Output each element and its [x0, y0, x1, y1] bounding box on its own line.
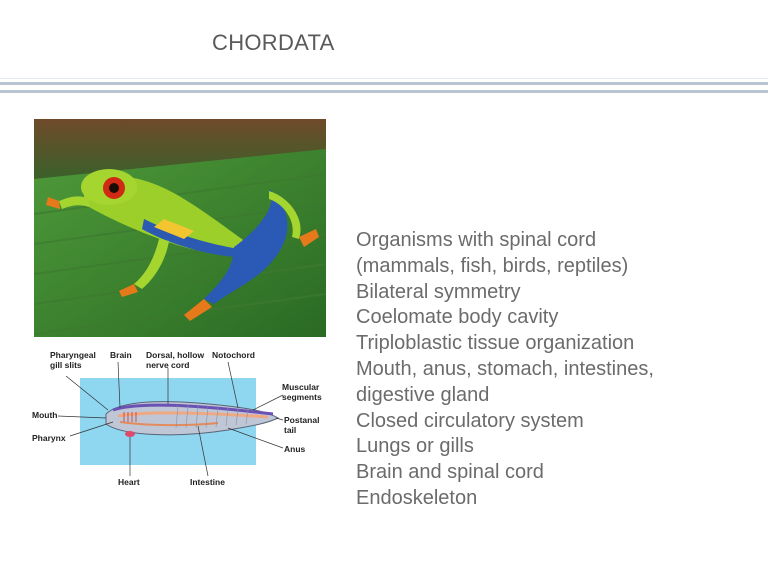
label-brain: Brain — [110, 350, 132, 360]
label-pharyngeal: Pharyngeal — [50, 350, 96, 360]
label-mouth: Mouth — [32, 410, 58, 420]
characteristics-list — [356, 228, 756, 512]
heart-mark — [125, 431, 135, 437]
list-item: Endoskeleton — [356, 486, 478, 509]
frog-photo — [34, 119, 326, 337]
list-item: Triploblastic tissue organization — [356, 332, 635, 355]
label-intestine: Intestine — [190, 477, 225, 487]
chordate-anatomy-diagram — [28, 348, 338, 493]
slide-title: CHORDATA — [212, 30, 335, 55]
label-segments: segments — [282, 392, 322, 402]
label-anus: Anus — [284, 444, 306, 454]
header-rule-thin — [0, 78, 768, 79]
list-item: Coelomate body cavity — [356, 306, 559, 329]
label-nerve-cord: nerve cord — [146, 360, 190, 370]
header-rule-bottom — [0, 90, 768, 93]
label-dorsal: Dorsal, hollow — [146, 350, 205, 360]
label-postanal: Postanal — [284, 415, 320, 425]
label-gill-slits: gill slits — [50, 360, 82, 370]
list-item: Closed circulatory system — [356, 409, 584, 432]
list-item: Mouth, anus, stomach, intestines, — [356, 357, 654, 380]
list-item: Brain and spinal cord — [356, 461, 544, 484]
label-notochord: Notochord — [212, 350, 255, 360]
label-pharynx: Pharynx — [32, 433, 66, 443]
list-item: digestive gland — [356, 383, 490, 406]
list-item: Organisms with spinal cord — [356, 229, 597, 251]
list-item: Lungs or gills — [356, 435, 474, 458]
list-item: (mammals, fish, birds, reptiles) — [356, 254, 629, 277]
header-rule-top — [0, 82, 768, 85]
label-heart: Heart — [118, 477, 140, 487]
list-item: Bilateral symmetry — [356, 280, 521, 303]
label-muscular: Muscular — [282, 382, 320, 392]
label-tail: tail — [284, 425, 297, 435]
